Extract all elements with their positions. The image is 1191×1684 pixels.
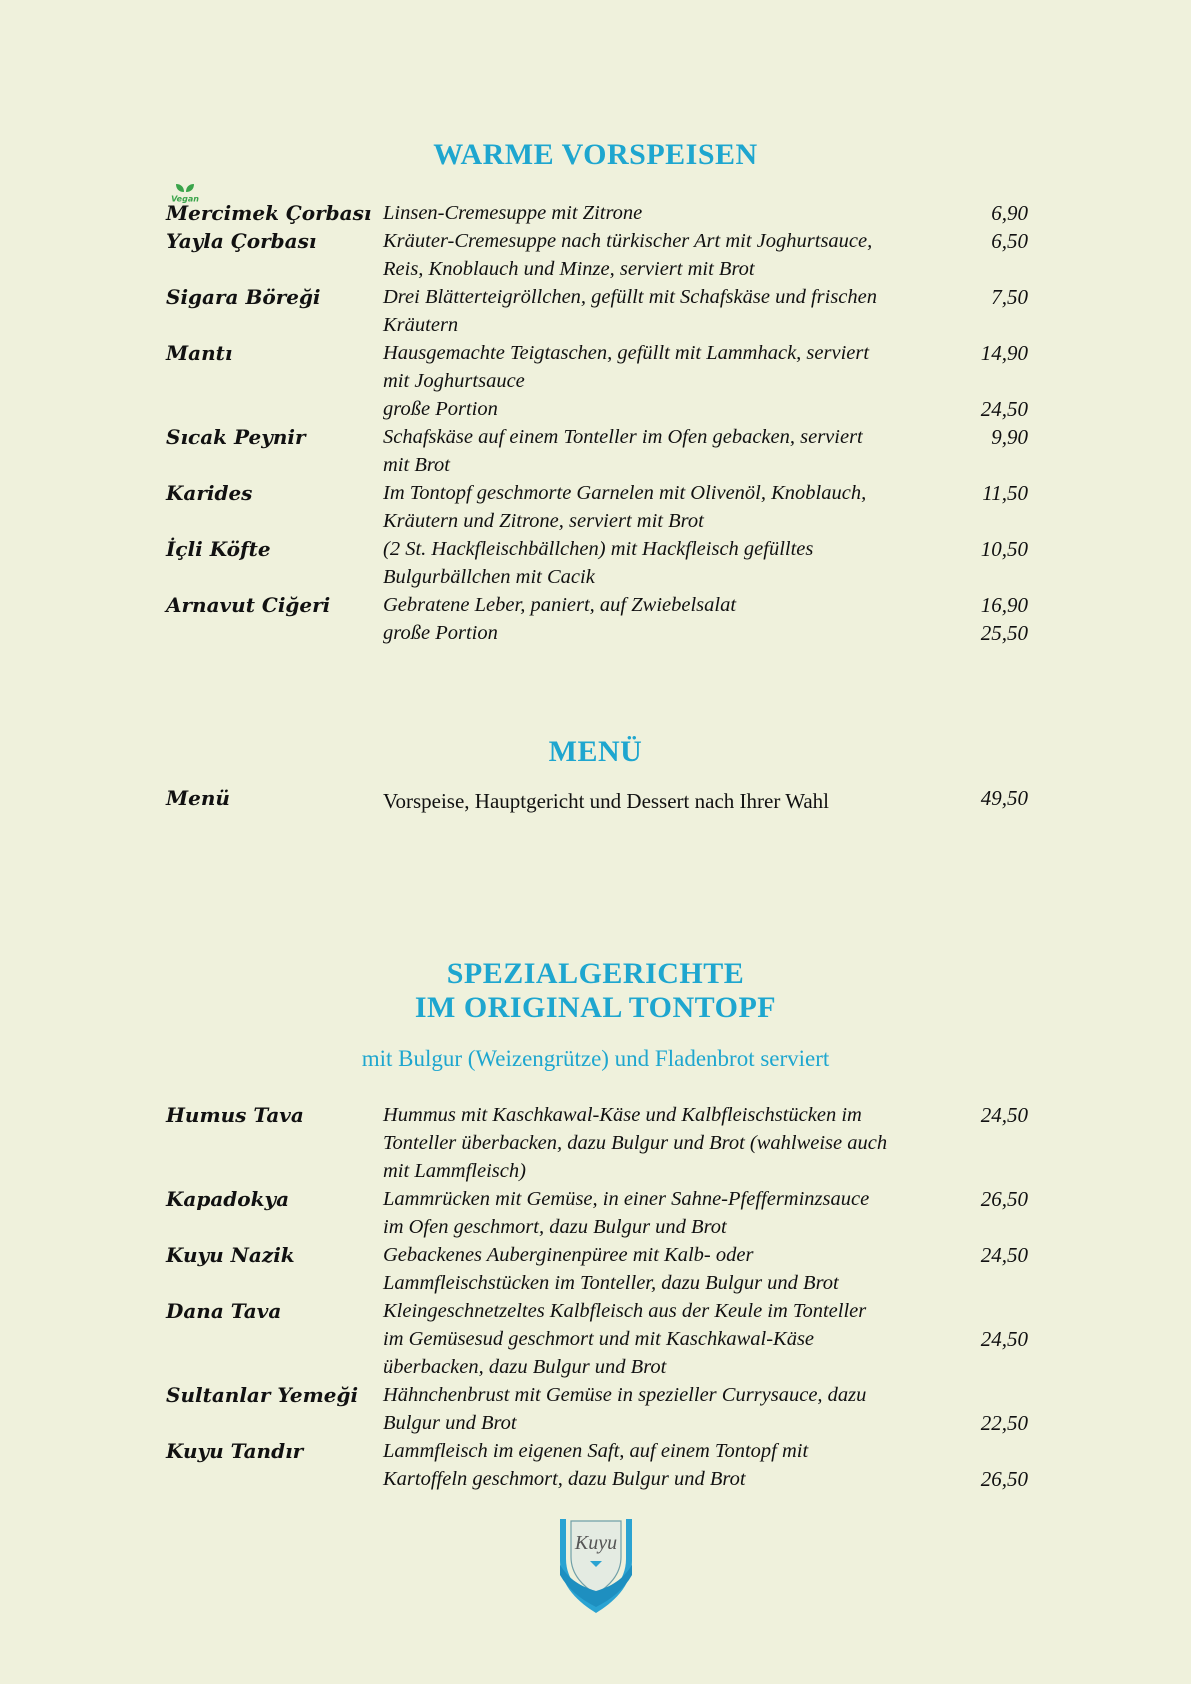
dish-description: (2 St. Hackfleischbällchen) mit Hackfleisch gefülltes Bulgurbällchen mit Cacik <box>383 538 814 588</box>
dish-price: 24,50 <box>980 1103 1028 1127</box>
dish-description: Schafskäse auf einem Tonteller im Ofen gebacken, serviert mit Brot <box>383 426 863 476</box>
dish-price: 24,50 <box>980 1243 1028 1267</box>
dish-name: Dana Tava <box>166 1299 282 1323</box>
menu-row <box>166 784 1028 815</box>
dish-description: Kräuter-Cremesuppe nach türkischer Art mit Joghurtsauce, Reis, Knoblauch und Minze, serviert mit Brot <box>383 230 873 280</box>
dish-description: Gebackenes Auberginenpüree mit Kalb- oder Lammfleischstücken im Tonteller, dazu Bulgur und Brot <box>383 1244 839 1294</box>
section-title-warm-starters: WARME VORSPEISEN <box>433 138 758 171</box>
menu-row <box>166 339 1028 423</box>
dish-description: Im Tontopf geschmorte Garnelen mit Olivenöl, Knoblauch, Kräutern und Zitrone, serviert mit Brot <box>383 482 867 532</box>
dish-name: Arnavut Ciğeri <box>166 593 331 617</box>
menu-row <box>166 199 1028 227</box>
dish-price: 26,50 <box>980 1187 1028 1211</box>
menu-row <box>166 591 1028 647</box>
dish-name: Kapadokya <box>166 1187 290 1211</box>
dish-description: Lammrücken mit Gemüse, in einer Sahne-Pfefferminzsauce im Ofen geschmort, dazu Bulgur und Brot <box>383 1188 870 1238</box>
dish-description: Hummus mit Kaschkawal-Käse und Kalbfleischstücken im Tonteller überbacken, dazu Bulgur und Brot (wahlweise auch mit Lammfleisch) <box>383 1104 888 1182</box>
dish-name: Kuyu Nazik <box>166 1243 295 1267</box>
section-title-specials-line2: IM ORIGINAL TONTOPF <box>414 991 777 1024</box>
menu-row <box>166 1101 1028 1185</box>
dish-description: Vorspeise, Hauptgericht und Dessert nach Ihrer Wahl <box>383 789 829 813</box>
menu-row <box>166 1437 1028 1493</box>
dish-name: Menü <box>166 786 230 810</box>
section-title-menu: MENÜ <box>548 735 643 768</box>
dish-price: 22,50 <box>980 1411 1028 1435</box>
dish-description: Gebratene Leber, paniert, auf Zwiebelsalat große Portion <box>383 594 737 644</box>
menu-row <box>166 1241 1028 1297</box>
dish-price: 49,50 <box>980 786 1028 810</box>
specials-list <box>166 1101 1028 1493</box>
dish-price: 14,90 24,50 <box>980 341 1028 421</box>
dish-price: 6,90 <box>991 201 1028 225</box>
dish-description: Hähnchenbrust mit Gemüse in spezieller Currysauce, dazu Bulgur und Brot <box>383 1384 867 1434</box>
dish-name: Yayla Çorbası <box>166 229 317 253</box>
dish-price: 16,90 25,50 <box>980 593 1028 645</box>
dish-description: Linsen-Cremesuppe mit Zitrone <box>383 202 643 224</box>
dish-description: Kleingeschnetzeltes Kalbfleisch aus der Keule im Tonteller im Gemüsesud geschmort und mit Kaschkawal-Käse überbacken, dazu Bulgur und Brot <box>383 1300 867 1378</box>
menu-row <box>166 1185 1028 1241</box>
dish-name: İçli Köfte <box>166 537 271 561</box>
section-subtitle-specials: mit Bulgur (Weizengrütze) und Fladenbrot serviert <box>361 1046 830 1071</box>
svg-text:Kuyu: Kuyu <box>574 1532 618 1554</box>
menu-row <box>166 1297 1028 1381</box>
dish-name: Karides <box>166 481 253 505</box>
menu-row <box>166 283 1028 339</box>
warm-starters-list <box>166 199 1028 647</box>
menu-row <box>166 423 1028 479</box>
dish-description: Lammfleisch im eigenen Saft, auf einem Tontopf mit Kartoffeln geschmort, dazu Bulgur und Brot <box>383 1440 809 1490</box>
dish-price: 11,50 <box>982 481 1028 505</box>
kuyu-logo <box>554 1515 638 1615</box>
dish-price: 9,90 <box>991 425 1028 449</box>
dish-price: 7,50 <box>991 285 1028 309</box>
dish-description: Hausgemachte Teigtaschen, gefüllt mit Lammhack, serviert mit Joghurtsauce große Portion <box>383 342 870 420</box>
dish-name: Kuyu Tandır <box>166 1439 304 1463</box>
vegan-badge-label: Vegan <box>171 194 199 203</box>
dish-name: Sultanlar Yemeği <box>166 1383 359 1407</box>
section-title-specials-line1: SPEZIALGERICHTE <box>446 957 745 990</box>
dish-name: Humus Tava <box>166 1103 304 1127</box>
menu-row <box>166 535 1028 591</box>
dish-description: Drei Blätterteigröllchen, gefüllt mit Schafskäse und frischen Kräutern <box>383 286 878 336</box>
menu-row <box>166 1381 1028 1437</box>
menu-list <box>166 784 1028 815</box>
dish-price: 6,50 <box>991 229 1028 253</box>
dish-name: Mantı <box>166 341 233 365</box>
menu-row <box>166 479 1028 535</box>
dish-name: Sıcak Peynir <box>166 425 306 449</box>
dish-price: 24,50 <box>980 1327 1028 1351</box>
dish-name: Sigara Böreği <box>166 285 321 309</box>
menu-row <box>166 227 1028 283</box>
dish-name: Mercimek Çorbası <box>166 201 372 225</box>
dish-price: 26,50 <box>980 1467 1028 1491</box>
dish-price: 10,50 <box>980 537 1028 561</box>
